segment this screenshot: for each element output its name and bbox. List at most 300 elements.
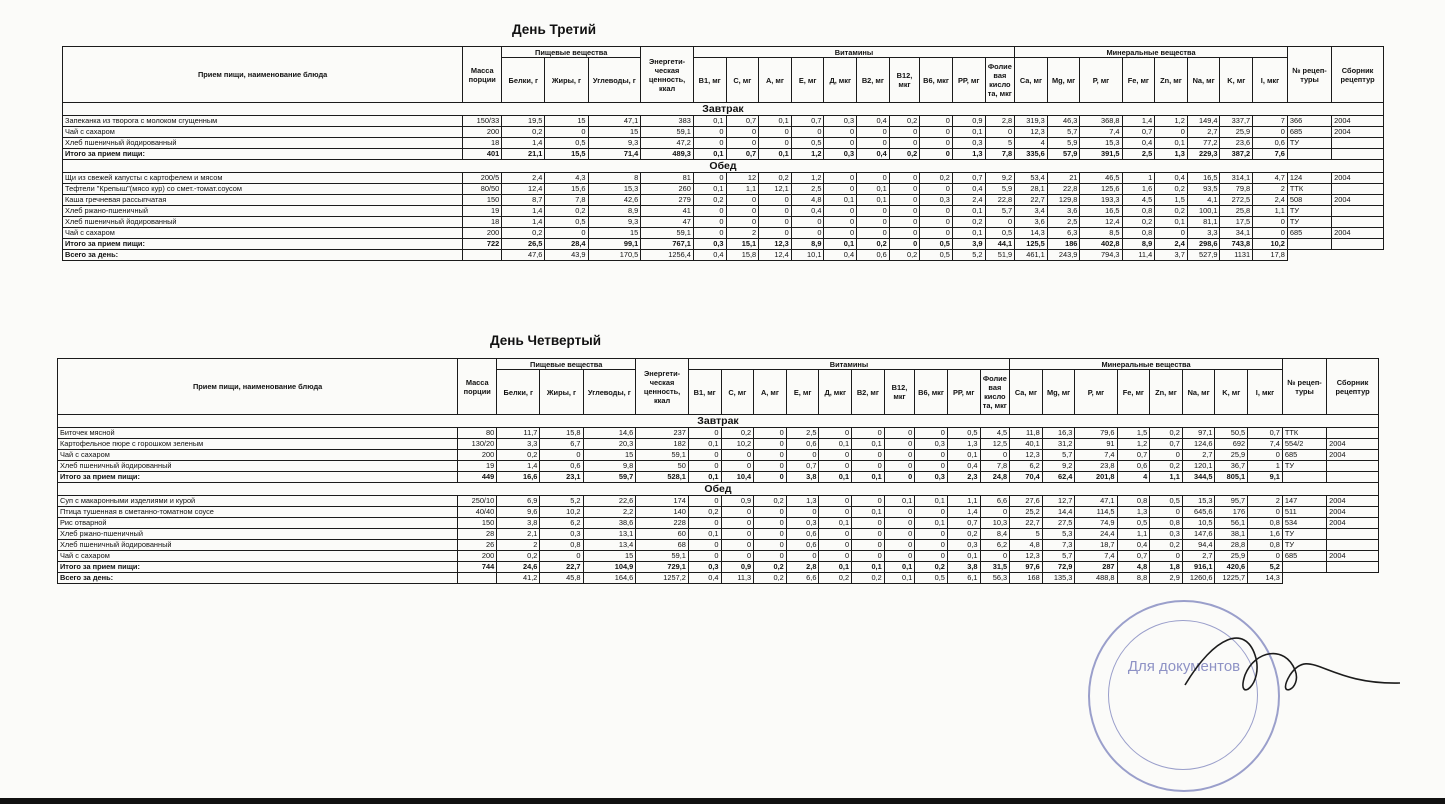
meal-total-value: 26,5 xyxy=(502,239,545,250)
dish-value: 193,3 xyxy=(1080,195,1122,206)
dish-value: 0,1 xyxy=(688,439,721,450)
day-total-value: 0,2 xyxy=(754,573,787,584)
dish-value: 0,8 xyxy=(1150,518,1183,529)
dish-value: 0,1 xyxy=(693,184,726,195)
dish-value: 12,4 xyxy=(1080,217,1122,228)
dish-value: 0,1 xyxy=(884,496,915,507)
header-subcol: Са, мг xyxy=(1015,58,1048,103)
header-subcol: Na, мг xyxy=(1187,58,1220,103)
dish-name: Чай с сахаром xyxy=(63,228,463,239)
header-subcol: Углеводы, г xyxy=(583,370,636,415)
dish-value: 0 xyxy=(1150,450,1183,461)
dish-value: 13,4 xyxy=(583,540,636,551)
dish-value: 0 xyxy=(857,127,890,138)
dish-value: 15 xyxy=(583,450,636,461)
dish-value xyxy=(1327,461,1379,472)
dish-value: 0,4 xyxy=(1122,138,1155,149)
dish-value: 0 xyxy=(824,173,857,184)
dish-value: 2,5 xyxy=(1047,217,1080,228)
header-subcol: С, мг xyxy=(721,370,754,415)
section-label: Обед xyxy=(58,483,1379,496)
dish-value: ТУ xyxy=(1282,540,1326,551)
day-total-value: 0,2 xyxy=(889,250,920,261)
dish-value: 0 xyxy=(852,496,885,507)
meal-total-value: 1,1 xyxy=(1150,472,1183,483)
meal-total-value xyxy=(1282,562,1326,573)
dish-value: 0,1 xyxy=(952,228,985,239)
dish-value: 0 xyxy=(852,551,885,562)
dish-value: 0,8 xyxy=(1117,496,1150,507)
meal-total-label: Итого за прием пищи: xyxy=(58,472,458,483)
dish-value: 0 xyxy=(726,206,759,217)
meal-total-value: 449 xyxy=(458,472,497,483)
dish-value: 0 xyxy=(688,496,721,507)
dish-value xyxy=(1332,184,1384,195)
dish-value: 0,5 xyxy=(791,138,824,149)
day-total-value: 56,3 xyxy=(980,573,1010,584)
dish-value: 250/10 xyxy=(458,496,497,507)
dish-row xyxy=(63,138,1384,149)
meal-total-value: 0,1 xyxy=(688,472,721,483)
dish-row xyxy=(58,551,1379,562)
dish-value: 0,2 xyxy=(1122,217,1155,228)
dish-value: 0,1 xyxy=(857,184,890,195)
dish-value: 0 xyxy=(754,507,787,518)
dish-value: 0 xyxy=(693,173,726,184)
header-subcol: Фолие вая кисло та, мкг xyxy=(985,58,1015,103)
dish-value: 77,2 xyxy=(1187,138,1220,149)
dish-value: 26 xyxy=(458,540,497,551)
dish-value: 25,2 xyxy=(1010,507,1043,518)
dish-value: 0,7 xyxy=(786,461,819,472)
dish-value: 0 xyxy=(889,195,920,206)
dish-value: 28 xyxy=(458,529,497,540)
dish-value: 0 xyxy=(693,217,726,228)
dish-value: 0,2 xyxy=(1150,428,1183,439)
dish-value: 15 xyxy=(545,116,588,127)
meal-total-value: 201,8 xyxy=(1075,472,1117,483)
meal-total-value: 3,9 xyxy=(952,239,985,250)
day-total-value: 135,3 xyxy=(1042,573,1075,584)
dish-value: 14,6 xyxy=(583,428,636,439)
day-total-value xyxy=(458,573,497,584)
dish-value: 0 xyxy=(791,127,824,138)
dish-value: 0 xyxy=(884,540,915,551)
dish-value: ТУ xyxy=(1282,461,1326,472)
dish-name: Хлеб пшеничный йодированный xyxy=(63,217,463,228)
meal-total-value: 2,5 xyxy=(1122,149,1155,160)
dish-value: 8,9 xyxy=(588,206,641,217)
dish-value: 5,2 xyxy=(540,496,583,507)
dish-value: 7 xyxy=(1253,116,1288,127)
meal-total-value xyxy=(1332,239,1384,250)
dish-value: 2004 xyxy=(1327,518,1379,529)
dish-value: 0 xyxy=(786,551,819,562)
dish-value: 0,2 xyxy=(1155,206,1188,217)
header-subcol: Д, мкг xyxy=(819,370,852,415)
meal-total-value: 2,4 xyxy=(1155,239,1188,250)
dish-value: 0,2 xyxy=(1155,184,1188,195)
dish-value: 0 xyxy=(819,428,852,439)
meal-total-value xyxy=(1327,562,1379,573)
meal-total-value: 15,5 xyxy=(545,149,588,160)
dish-value: 15,3 xyxy=(588,184,641,195)
meal-total-value: 1,8 xyxy=(1150,562,1183,573)
header-subcol: РР, мг xyxy=(947,370,980,415)
dish-value: 0 xyxy=(884,450,915,461)
dish-value: 47,1 xyxy=(1075,496,1117,507)
dish-value: 237 xyxy=(636,428,689,439)
header-recipe-collection: Сборник рецептур xyxy=(1327,359,1379,415)
dish-value: 12,1 xyxy=(759,184,792,195)
meal-total-value: 0,1 xyxy=(852,562,885,573)
meal-total-value: 99,1 xyxy=(588,239,641,250)
dish-value: 2004 xyxy=(1327,551,1379,562)
dish-value: 0,8 xyxy=(1122,228,1155,239)
dish-value: 25,9 xyxy=(1220,127,1253,138)
meal-total-value: 10,4 xyxy=(721,472,754,483)
dish-value: 0 xyxy=(726,195,759,206)
dish-value: 0 xyxy=(980,450,1010,461)
dish-value: 59,1 xyxy=(636,450,689,461)
day-total-value: 15,8 xyxy=(726,250,759,261)
dish-value: 0,3 xyxy=(786,518,819,529)
dish-value xyxy=(1327,540,1379,551)
dish-value: 0 xyxy=(688,450,721,461)
header-subcol: I, мкг xyxy=(1253,58,1288,103)
dish-value: 68 xyxy=(636,540,689,551)
dish-value: 0 xyxy=(545,228,588,239)
header-name: Прием пищи, наименование блюда xyxy=(63,47,463,103)
dish-value: 0,6 xyxy=(540,461,583,472)
day-total-value: 17,8 xyxy=(1253,250,1288,261)
day-total-value: 41,2 xyxy=(497,573,540,584)
dish-value: ТТК xyxy=(1287,184,1331,195)
dish-value: 0 xyxy=(1150,551,1183,562)
dish-value: 15 xyxy=(588,127,641,138)
dish-value: 9,3 xyxy=(588,217,641,228)
dish-value: 9,6 xyxy=(497,507,540,518)
meal-total-value: 2,8 xyxy=(786,562,819,573)
dish-value: 7,4 xyxy=(1248,439,1283,450)
dish-value: 22,7 xyxy=(1010,518,1043,529)
dish-value: 0,7 xyxy=(726,116,759,127)
dish-value: 15,3 xyxy=(1080,138,1122,149)
dish-value: 0,3 xyxy=(1150,529,1183,540)
dish-value: 1,4 xyxy=(502,138,545,149)
dish-value: 200 xyxy=(458,551,497,562)
dish-value: 0,1 xyxy=(915,518,948,529)
dish-value: 0 xyxy=(754,518,787,529)
dish-value: 0,2 xyxy=(502,127,545,138)
header-subcol: В1, мг xyxy=(688,370,721,415)
dish-value: 0,2 xyxy=(502,228,545,239)
meal-total-value xyxy=(1287,149,1331,160)
dish-value: 6,6 xyxy=(980,496,1010,507)
dish-value: 4,5 xyxy=(980,428,1010,439)
dish-value: 337,7 xyxy=(1220,116,1253,127)
header-name: Прием пищи, наименование блюда xyxy=(58,359,458,415)
header-subcol: K, мг xyxy=(1220,58,1253,103)
dish-value: ТУ xyxy=(1287,138,1331,149)
dish-value: 0 xyxy=(824,217,857,228)
dish-value: 0,3 xyxy=(920,195,953,206)
dish-value: 4,5 xyxy=(1122,195,1155,206)
dish-value: 0,6 xyxy=(786,439,819,450)
dish-value: 5,7 xyxy=(1047,127,1080,138)
menu-table-day-third xyxy=(62,46,1384,261)
dish-value: 8,4 xyxy=(980,529,1010,540)
day-title-fourth: День Четвертый xyxy=(490,333,602,348)
dish-value: 42,6 xyxy=(588,195,641,206)
dish-value: 368,8 xyxy=(1080,116,1122,127)
day-total-value: 1256,4 xyxy=(641,250,694,261)
dish-row xyxy=(58,428,1379,439)
dish-value: 1,2 xyxy=(791,173,824,184)
day-total-value: 0,4 xyxy=(688,573,721,584)
dish-value: 0 xyxy=(759,217,792,228)
dish-value: 2004 xyxy=(1332,116,1384,127)
meal-total-value: 7,8 xyxy=(985,149,1015,160)
dish-value: 0 xyxy=(824,184,857,195)
dish-value: 0,7 xyxy=(1122,127,1155,138)
dish-value: 5,9 xyxy=(985,184,1015,195)
dish-value: 1,1 xyxy=(1117,529,1150,540)
dish-value: 0 xyxy=(759,195,792,206)
meal-total-value: 23,1 xyxy=(540,472,583,483)
day-total-value xyxy=(463,250,502,261)
header-subcol: Mg, мг xyxy=(1042,370,1075,415)
dish-value: 314,1 xyxy=(1220,173,1253,184)
dish-value: 200 xyxy=(463,127,502,138)
day-total-value: 0,4 xyxy=(824,250,857,261)
meal-total-value: 0,3 xyxy=(688,562,721,573)
meal-total-value: 722 xyxy=(463,239,502,250)
dish-row xyxy=(63,206,1384,217)
dish-value: 0 xyxy=(889,228,920,239)
section-label: Завтрак xyxy=(63,103,1384,116)
dish-value: 0,2 xyxy=(754,496,787,507)
dish-value: 0,1 xyxy=(947,551,980,562)
dish-value: 60 xyxy=(636,529,689,540)
dish-value: 685 xyxy=(1282,450,1326,461)
section-label: Обед xyxy=(63,160,1384,173)
dish-value: 16,5 xyxy=(1187,173,1220,184)
dish-value: 94,4 xyxy=(1182,540,1215,551)
meal-total-value: 104,9 xyxy=(583,562,636,573)
dish-value: 0,4 xyxy=(857,116,890,127)
dish-value: 0,7 xyxy=(1248,428,1283,439)
meal-total-value: 767,1 xyxy=(641,239,694,250)
dish-value: 0 xyxy=(824,206,857,217)
day-total-value: 1131 xyxy=(1220,250,1253,261)
header-subcol: Углеводы, г xyxy=(588,58,641,103)
dish-value: 685 xyxy=(1287,127,1331,138)
header-vitamins: Витамины xyxy=(688,359,1009,370)
day-total-value: 14,3 xyxy=(1248,573,1283,584)
dish-name: Птица тушенная в сметанно-томатном соусе xyxy=(58,507,458,518)
dish-value: 140 xyxy=(636,507,689,518)
dish-value: 511 xyxy=(1282,507,1326,518)
dish-value: 200/5 xyxy=(463,173,502,184)
section-label: Завтрак xyxy=(58,415,1379,428)
dish-value: 1,4 xyxy=(502,206,545,217)
meal-total-value: 0,2 xyxy=(915,562,948,573)
dish-value: 4,7 xyxy=(1253,173,1288,184)
dish-value: 147,6 xyxy=(1182,529,1215,540)
dish-value: 0 xyxy=(852,428,885,439)
dish-value: 0,2 xyxy=(889,116,920,127)
dish-value: 80 xyxy=(458,428,497,439)
dish-value: 22,8 xyxy=(985,195,1015,206)
meal-total-value: 0 xyxy=(754,472,787,483)
meal-total-value xyxy=(1282,472,1326,483)
meal-total-value: 12,3 xyxy=(759,239,792,250)
dish-value: 319,3 xyxy=(1015,116,1048,127)
meal-total-value: 0,1 xyxy=(819,472,852,483)
dish-value: 15,3 xyxy=(1182,496,1215,507)
dish-value: 0,7 xyxy=(1117,551,1150,562)
dish-value: 0,1 xyxy=(852,507,885,518)
dish-value: 10,2 xyxy=(721,439,754,450)
day-total-value: 0,5 xyxy=(915,573,948,584)
dish-value: 0 xyxy=(693,138,726,149)
dish-value: 12,5 xyxy=(980,439,1010,450)
dish-value: 0,8 xyxy=(1122,206,1155,217)
header-vitamins: Витамины xyxy=(693,47,1014,58)
meal-total-value: 402,8 xyxy=(1080,239,1122,250)
meal-total-value: 4 xyxy=(1117,472,1150,483)
dish-value: 0 xyxy=(754,461,787,472)
dish-value: 79,6 xyxy=(1075,428,1117,439)
day-total-value: 6,1 xyxy=(947,573,980,584)
header-energy: Энергети-ческая ценность, ккал xyxy=(636,359,689,415)
dish-value: 0 xyxy=(852,529,885,540)
dish-value: 0 xyxy=(915,540,948,551)
header-subcol: В2, мг xyxy=(857,58,890,103)
day-total-value: 0,4 xyxy=(693,250,726,261)
header-subcol: А, мг xyxy=(754,370,787,415)
meal-total-value: 9,1 xyxy=(1248,472,1283,483)
header-minerals: Минеральные вещества xyxy=(1010,359,1283,370)
day-total-value: 488,8 xyxy=(1075,573,1117,584)
dish-value: 150 xyxy=(458,518,497,529)
dish-value: 19,5 xyxy=(502,116,545,127)
meal-total-label: Итого за прием пищи: xyxy=(63,149,463,160)
header-mass: Масса порции xyxy=(463,47,502,103)
dish-value: 2004 xyxy=(1332,173,1384,184)
dish-value: 0,3 xyxy=(952,138,985,149)
dish-row xyxy=(63,228,1384,239)
dish-value: 0,6 xyxy=(786,529,819,540)
dish-value: 9,2 xyxy=(1042,461,1075,472)
meal-total-value: 4,8 xyxy=(1117,562,1150,573)
dish-value: 0 xyxy=(884,439,915,450)
dish-value: 2 xyxy=(1253,184,1288,195)
day-total-value: 47,6 xyxy=(502,250,545,261)
day-total-value: 10,1 xyxy=(791,250,824,261)
meal-total-value: 5,2 xyxy=(1248,562,1283,573)
dish-value: 2 xyxy=(1248,496,1283,507)
dish-value: 0,1 xyxy=(693,116,726,127)
dish-value: 0,3 xyxy=(540,529,583,540)
dish-value: 1,1 xyxy=(1253,206,1288,217)
dish-value: 2,4 xyxy=(502,173,545,184)
dish-value: 0 xyxy=(754,540,787,551)
dish-value: 1 xyxy=(1122,173,1155,184)
dish-value: 79,8 xyxy=(1220,184,1253,195)
dish-value: 80/50 xyxy=(463,184,502,195)
dish-value: 93,5 xyxy=(1187,184,1220,195)
dish-value: 0,3 xyxy=(947,540,980,551)
dish-value: 56,1 xyxy=(1215,518,1248,529)
dish-value: 200 xyxy=(463,228,502,239)
dish-value: 0 xyxy=(889,184,920,195)
dish-value: 0 xyxy=(824,138,857,149)
meal-total-value: 3,8 xyxy=(947,562,980,573)
dish-value: 0,5 xyxy=(1150,496,1183,507)
dish-value: 23,6 xyxy=(1220,138,1253,149)
meal-total-value: 16,6 xyxy=(497,472,540,483)
dish-value: 81,1 xyxy=(1187,217,1220,228)
dish-row xyxy=(58,507,1379,518)
dish-value: 0,1 xyxy=(759,116,792,127)
dish-value: 2,5 xyxy=(791,184,824,195)
dish-value: 11,7 xyxy=(497,428,540,439)
dish-value: 18,7 xyxy=(1075,540,1117,551)
meal-total-value: 729,1 xyxy=(636,562,689,573)
dish-value: 2004 xyxy=(1327,439,1379,450)
meal-total-value: 2,3 xyxy=(947,472,980,483)
dish-value: 0 xyxy=(889,217,920,228)
dish-value: 149,4 xyxy=(1187,116,1220,127)
dish-value: 14,3 xyxy=(1015,228,1048,239)
dish-value: 0,2 xyxy=(952,217,985,228)
dish-name: Биточек мясной xyxy=(58,428,458,439)
dish-value: 0 xyxy=(980,551,1010,562)
dish-value: 0 xyxy=(884,529,915,540)
dish-value: 0 xyxy=(754,439,787,450)
dish-value: 16,5 xyxy=(1080,206,1122,217)
dish-value: 13,1 xyxy=(583,529,636,540)
day-total-value: 45,8 xyxy=(540,573,583,584)
dish-row xyxy=(58,496,1379,507)
dish-value: 19 xyxy=(463,206,502,217)
dish-value: 150 xyxy=(463,195,502,206)
stamp-text: Для документов xyxy=(1127,658,1241,675)
dish-value: 8 xyxy=(588,173,641,184)
dish-value: 0 xyxy=(857,173,890,184)
dish-value: 7,8 xyxy=(545,195,588,206)
meal-total-value: 0 xyxy=(889,239,920,250)
dish-value: 28,1 xyxy=(1015,184,1048,195)
dish-value: 0 xyxy=(920,206,953,217)
dish-value: 0 xyxy=(726,217,759,228)
dish-value: 0 xyxy=(889,138,920,149)
dish-value: 1,5 xyxy=(1117,428,1150,439)
dish-value: 147 xyxy=(1282,496,1326,507)
meal-total-value: 1,3 xyxy=(952,149,985,160)
meal-total-value: 391,5 xyxy=(1080,149,1122,160)
dish-value: 0 xyxy=(786,450,819,461)
dish-value: 22,7 xyxy=(1015,195,1048,206)
dish-value: 0 xyxy=(540,450,583,461)
dish-value: 0 xyxy=(884,461,915,472)
meal-total-value: 528,1 xyxy=(636,472,689,483)
dish-value: 7,8 xyxy=(980,461,1010,472)
dish-value: 2,5 xyxy=(786,428,819,439)
dish-value: 0 xyxy=(915,507,948,518)
